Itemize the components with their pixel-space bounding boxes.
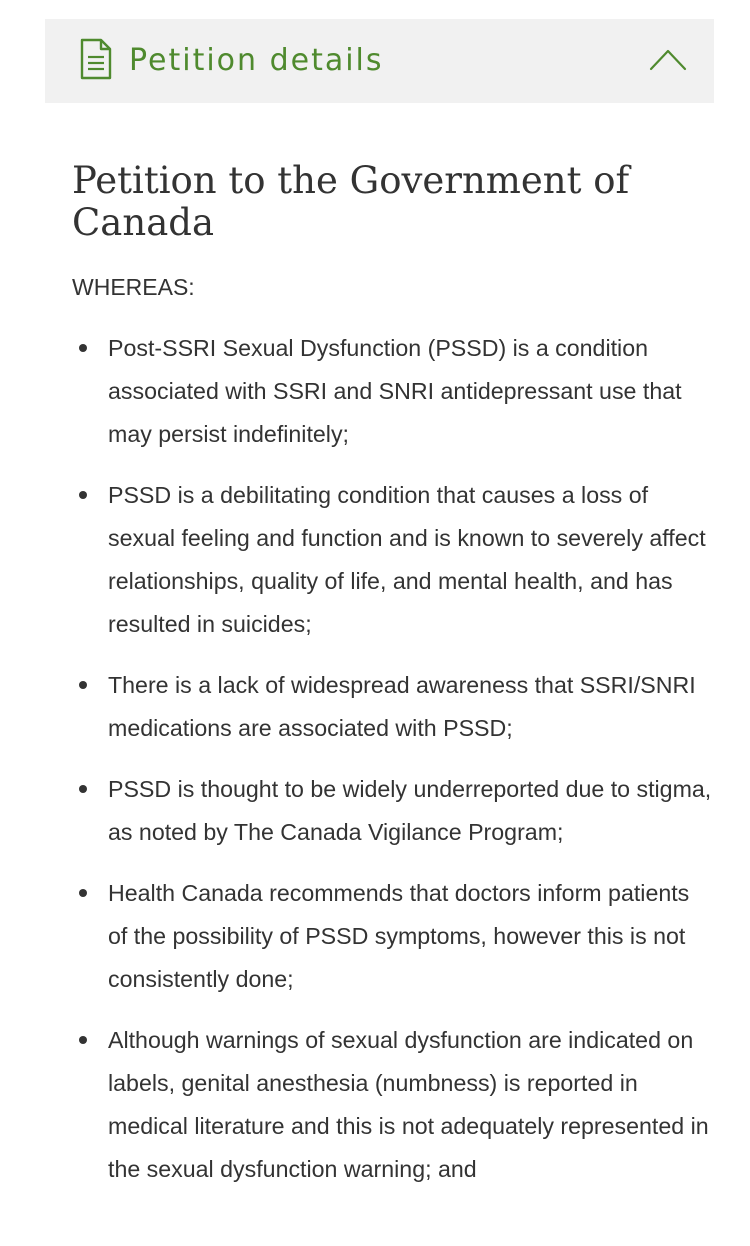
clause-text: Health Canada recommends that doctors inform patients of the possibility of PSSD symptoms, however this is not consistently done; [108, 880, 690, 992]
chevron-up-icon[interactable] [649, 47, 687, 71]
whereas-clause [72, 664, 712, 750]
clause-text: There is a lack of widespread awareness that SSRI/SNRI medications are associated with PSSD; [108, 672, 696, 741]
bullet-icon [79, 491, 87, 499]
bullet-icon [79, 681, 87, 689]
document-icon [79, 37, 113, 81]
clause-text: PSSD is thought to be widely underreported due to stigma, as noted by The Canada Vigilance Program; [108, 776, 712, 845]
bullet-icon [79, 1036, 87, 1044]
whereas-clause [72, 474, 712, 646]
whereas-clause [72, 1019, 712, 1191]
accordion-title: Petition details [129, 43, 384, 78]
whereas-clause [72, 872, 712, 1001]
clause-text: Post-SSRI Sexual Dysfunction (PSSD) is a condition associated with SSRI and SNRI antidepressant use that may persist indefinitely; [108, 335, 682, 447]
whereas-clause [72, 327, 712, 456]
bullet-icon [79, 785, 87, 793]
clause-text: Although warnings of sexual dysfunction are indicated on labels, genital anesthesia (numbness) is reported in medical literature and this is not adequately represented in the sexual dysfunction warning; and [108, 1027, 709, 1182]
whereas-clause-list [72, 327, 712, 1209]
petition-title: Petition to the Government of Canada [72, 159, 630, 244]
bullet-icon [79, 344, 87, 352]
bullet-icon [79, 889, 87, 897]
petition-details-toggle[interactable] [45, 19, 714, 103]
whereas-clause [72, 768, 712, 854]
whereas-label: WHEREAS: [72, 274, 195, 300]
clause-text: PSSD is a debilitating condition that causes a loss of sexual feeling and function and is known to severely affect relationships, quality of life, and mental health, and has resulted in suicides; [108, 482, 706, 637]
